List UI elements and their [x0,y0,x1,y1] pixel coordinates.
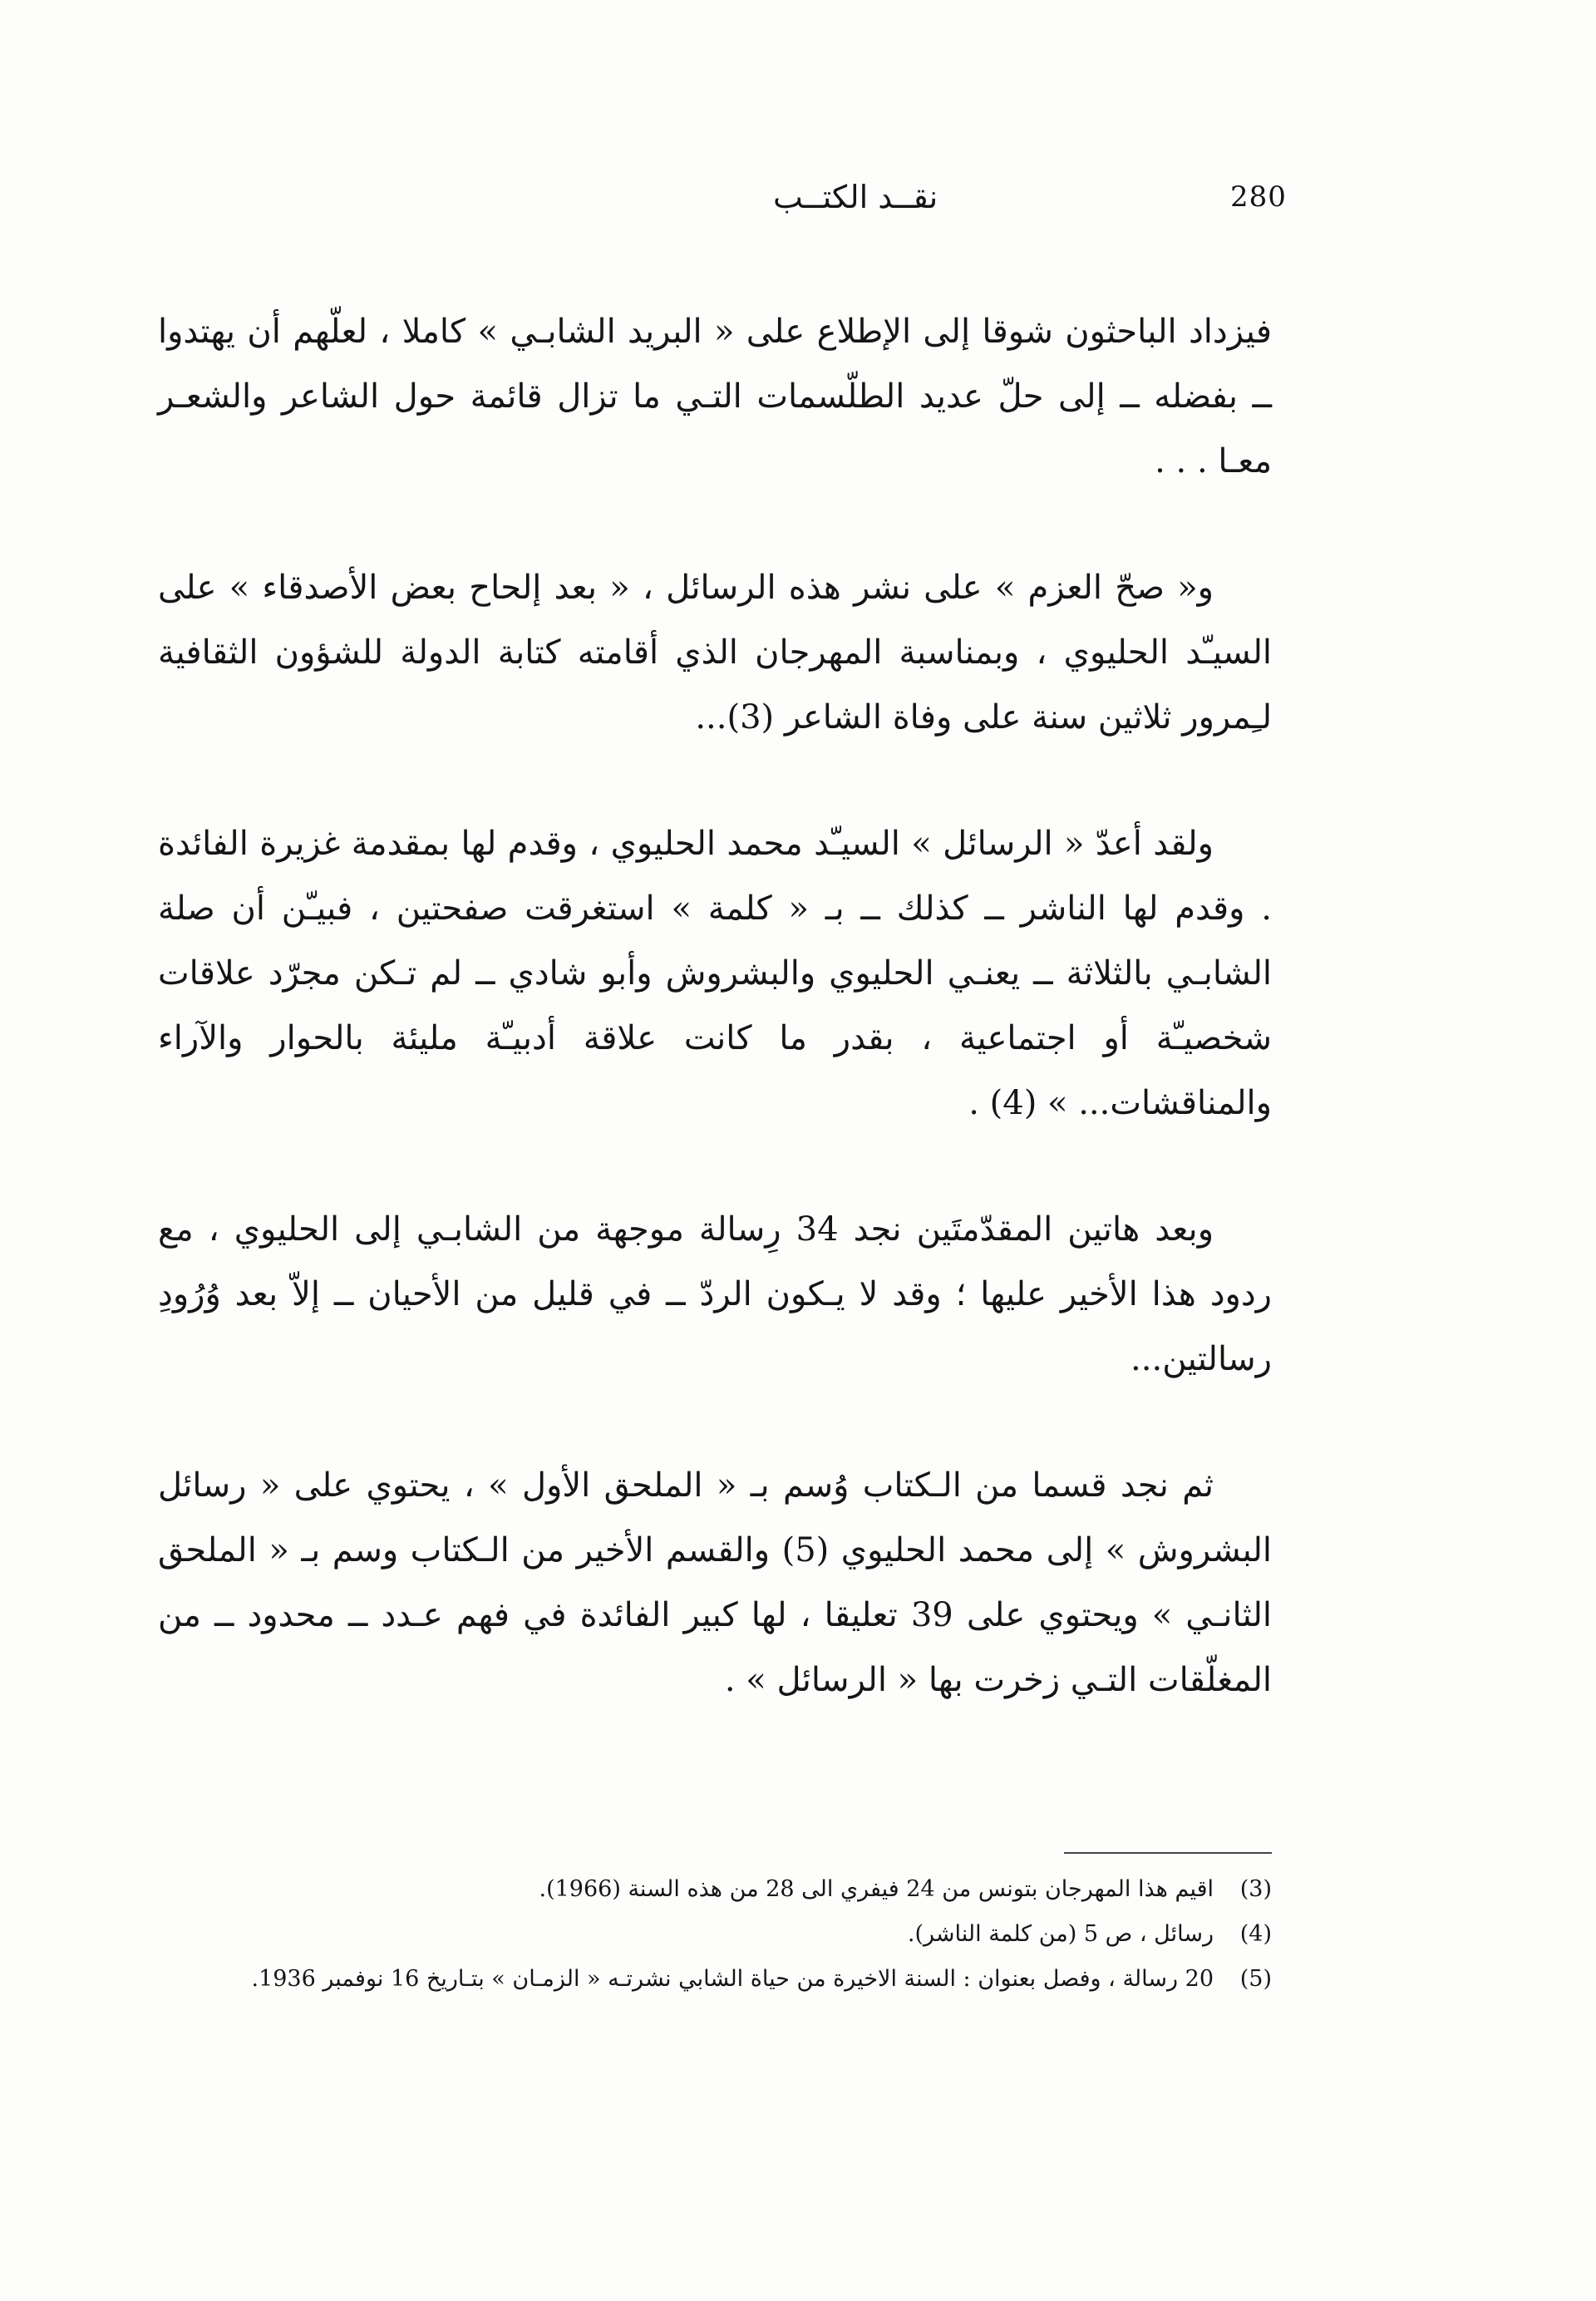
footnote-divider [1064,1852,1272,1854]
footnote-4 [158,1915,1272,1954]
paragraph-3: ولقد أعدّ « الرسائل » السيـّد محمد الحليوي ، وقدم لها بمقدمة غزيرة الفائدة . وقدم لها الناشر ــ كذلك ــ بـ « كلمة » استغرقت صفحتين ، فبيـّن أن صلة الشابـي بالثلاثة ــ يعنـي الحليوي والبشروش وأبو شادي ــ لم تـكن مجرّد علاقات شخصيـّة أو اجتماعية ، بقدر ما كانت علاقة أدبيـّة مليئة بالحوار والآراء والمناقشات... » (4) . [158,825,1272,1122]
footnote-text: اقيم هذا المهرجان بتونس من 24 فيفري الى 28 من هذه السنة (1966). [539,1876,1214,1902]
footnote-3 [158,1870,1272,1909]
footnote-number: (3) [1239,1876,1272,1902]
running-title: نقــد الكتــب [773,179,938,215]
footnotes [158,1870,1272,2005]
paragraph-1: فيزداد الباحثون شوقا إلى الإطلاع على « البريد الشابـي » كاملا ، لعلّهم أن يهتدوا ــ بفضله ــ إلى حلّ عديد الطلّسمات التـي ما تزال قائمة حول الشاعر والشعـر معـا . . . [158,313,1272,480]
footnote-number: (4) [1239,1921,1272,1947]
paragraph-4: وبعد هاتين المقدّمتَين نجد 34 رِسالة موجهة من الشابـي إلى الحليوي ، مع ردود هذا الأخير عليها ؛ وقد لا يـكون الردّ ــ في قليل من الأحيان ــ إلاّ بعد وُرُودِ رسالتين... [158,1210,1273,1378]
paragraph-2: و« صحّ العزم » على نشر هذه الرسائل ، « بعد إلحاح بعض الأصدقاء » على السيـّد الحليوي ، وبمناسبة المهرجان الذي أقامته كتابة الدولة للشؤون الثقافية لـِمرور ثلاثين سنة على وفاة الشاعر (3)... [158,569,1272,737]
footnote-text: رسائل ، ص 5 (من كلمة الناشر). [907,1921,1214,1947]
footnote-text: 20 رسالة ، وفصل بعنوان : السنة الاخيرة من حياة الشابي نشرتـه « الزمـان » بتـاريخ 16 نوفمبر 1936. [251,1966,1214,1992]
footnote-5 [158,1960,1272,1998]
body-text [158,299,1272,1774]
footnote-number: (5) [1239,1966,1272,1992]
paragraph-5: ثم نجد قسما من الـكتاب وُسم بـ « الملحق الأول » ، يحتوي على « رسائل البشروش » إلى محمد الحليوي (5) والقسم الأخير من الـكتاب وسم بـ « الملحق الثانـي » ويحتوي على 39 تعليقا ، لها كبير الفائدة في فهم عـدد ــ محدود ــ من المغلّقات التـي زخرت بها « الرسائل » . [158,1466,1272,1699]
page-number: 280 [1230,180,1287,214]
running-header [158,170,1287,229]
